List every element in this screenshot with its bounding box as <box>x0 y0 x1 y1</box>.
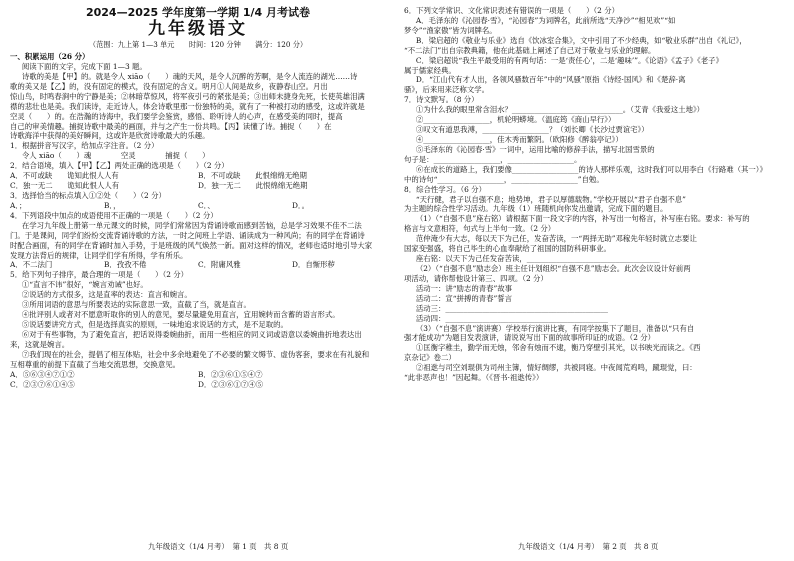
option-row <box>10 260 386 270</box>
text-line: A．毛泽东的《沁园春·雪》，“沁园春”为词牌名，此前所选“天净沙”“相见欢”“如 <box>415 15 676 25</box>
option-row <box>10 380 386 390</box>
text-line: 活动三：____________________________________________ <box>415 303 608 313</box>
text-line: “天行健，君子以自强不息；地势坤，君子以厚德载物。”学校开展以“君子自强不息” <box>415 194 686 204</box>
option: D．自惭形秽 <box>292 260 335 270</box>
option-row <box>10 370 386 380</box>
text-line: ②说话的方式很多，这是直率的表达：直言和婉言。 <box>21 290 192 300</box>
text-line: 活动四：____________________________________________ <box>415 313 608 323</box>
text-line: ①匡衡字稚圭，勤学而无烛，邻舍有烛而不逮，衡乃穿壁引其光，以书映光而读之。《西 <box>415 343 701 353</box>
text-line: D．“江山代有才人出，各领风骚数百年”中的“风骚”原指《诗经·国风》和《楚辞·离 <box>415 75 686 85</box>
option: C．、 <box>198 200 215 210</box>
right-column <box>404 6 780 383</box>
text-line: 属于儒家经典。 <box>404 65 456 75</box>
text-line: 4．下列语段中加点的成语使用不正确的一项是（ ）（2 分） <box>10 210 218 220</box>
text-line: ①为什么我的眼里常含泪水？______________________________。（艾青《我爱这土地》） <box>415 105 705 115</box>
text-line: 发现方法背后的规律，让同学们学有所得，学有所乐。 <box>10 250 188 260</box>
text-line: 座右铭：以天下为己任发奋苦读，____________________________________ <box>415 254 660 264</box>
text-line: “不二法门”出自宗教典籍，他在此基础上阐述了自己对于敬业与乐业的理解。 <box>404 45 656 55</box>
text-line: ②祖逖与司空刘琨俱为司州主簿，情好绸缪，共被同寝。中夜闻荒鸡鸣，蹴琨觉，曰： <box>415 363 697 373</box>
text-line: 项活动，请你帮他设计第三、四项。（2 分） <box>404 273 548 283</box>
option: D．独一无二 此恨绵绵无绝期 <box>198 181 308 191</box>
page-footer-right: 九年级语文（1/4 月考） 第 2 页 共 8 页 <box>518 542 659 551</box>
option: B．②③⑥①⑤④⑦ <box>198 369 263 379</box>
left-column <box>10 6 386 389</box>
text-line: 自己的审美情趣。捕捉诗歌中最美的画面，并与之产生一份共鸣。【丙】读懂了诗。捕捉（ ）在 <box>10 121 332 131</box>
text-line: 在学习九年级上册第一单元课文的时候，同学们常常因为背诵诗歌而感到苦恼，总是学习效果不佳不二法 <box>21 220 362 230</box>
text-line: ③叹文有道思我溥，__________________？（刘长卿《长沙过贾谊宅》） <box>415 125 649 135</box>
option: A．⑤⑥③④⑦①② <box>10 369 75 379</box>
option: B．孜孜不倦 <box>104 260 147 270</box>
exam-meta: （范围：九上第 1—3 单元 时间：120 分钟 满分：120 分） <box>88 40 308 50</box>
text-line: ①“直言不讳”很好，“婉言劝诫”也好。 <box>21 280 148 290</box>
text-line: 空灵（ ）的。在浩瀚的诗海中，我们要学会鉴赏，感悟、聆听诗人的心声，在感受美的同时，提高 <box>10 111 343 121</box>
option: C．独一无二 诡知此恨人人有 <box>10 181 120 191</box>
text-line: 6．下列文学常识、文化常识表述有错误的一项是（ ）（2 分） <box>404 6 619 15</box>
text-line: ④__________________，佳木秀而繁阴。（欧阳修《醉翁亭记》） <box>415 134 623 144</box>
text-line: 惊山鸟，时鸣春涧中的宁静是美；②林暗草惊风，将军夜引弓的紧张是美；③出师未捷身先死，长使英雄泪满 <box>10 91 365 101</box>
text-line: 5．给下列句子排序，最合理的一项是（ ）（2 分） <box>10 270 189 280</box>
text-line: （2）（“自强不息”励志会）班主任计划组织“自强不息”励志会。此次会议设计好前两 <box>415 263 691 273</box>
text-line: ③所用词语的意思与所要表达的实际意思一致，直截了当，就是直言。 <box>21 300 251 310</box>
text-line: 骚》，后来用来泛称文学。 <box>404 85 489 95</box>
text-line: 诗歌的美是【甲】的。就是令人 xiāo（ ）魂的天风，是令人沉醉的芳啊，是令人流连的湖光……诗 <box>21 71 358 81</box>
text-line: ⑤毛泽东的《沁园春·雪》一词中，运用比喻的修辞手法，描写北国雪景的 <box>415 144 655 154</box>
text-line: ⑥对于有些事物，为了避免直言，把话说得委婉曲折，而用一些相应的同义词或语意以委婉曲折地表达出 <box>21 329 362 339</box>
option: A．不可或缺 诡知此恨人人有 <box>10 171 119 181</box>
right-body <box>404 6 780 383</box>
text-line: 2．结合语境，填入【甲】【乙】两处正确的选项是（ ）（2 分） <box>10 161 229 171</box>
text-line: 为主题的综合性学习活动。九年级（1）班随机向你发出邀请，完成下面的题目。 <box>404 204 668 214</box>
text-line: 国家变强盛，将自己毕生的心血奉献给了祖国的国防科研事业。 <box>404 244 611 254</box>
option: B．不可或缺 此恨绵绵无绝期 <box>198 171 307 181</box>
left-body <box>10 52 386 389</box>
text-line: 8．综合性学习。（6 分） <box>404 184 486 194</box>
text-line: ②__________________，机轮明蟒境。（温庭筠《商山早行》） <box>415 115 616 125</box>
option-row <box>10 181 386 191</box>
text-line: 1．根据拼音写汉字，给加点字注音。（2 分） <box>10 141 159 151</box>
text-line: 襟的悲壮也是美。我们读诗，走近诗人，体会诗歌里那一份独特的美，就有了一种被打动的感受，这或许就是 <box>10 101 365 111</box>
text-line: “此非恶声也！”因起舞。（《晋书·祖逖传》） <box>404 373 544 383</box>
option: D．。 <box>292 200 310 210</box>
exam-title: 2024—2025 学年度第一学期 1/4 月考试卷 <box>85 6 311 19</box>
option: A．不二法门 <box>10 260 53 270</box>
option-row <box>10 201 386 211</box>
subject-title: 九年级语文 <box>148 19 248 40</box>
page-footer-left: 九年级语文（1/4 月考） 第 1 页 共 8 页 <box>148 542 289 551</box>
text-line: 中的诗句“__________________，__________________”自勉。 <box>404 174 604 184</box>
section-heading: 一、积累运用（26 分） <box>10 52 90 62</box>
option: C．②③⑦⑥①④⑤ <box>10 379 75 389</box>
text-line: 活动二：宣“拼搏的青春”誓言 <box>415 293 513 303</box>
text-line: 7．诗文默写。（8 分） <box>404 95 479 105</box>
text-line: （1）（“自强不息”座右铭）请根据下面一段文字的内容，补写出一句格言，补写座右铭。要求：补写的 <box>415 214 750 224</box>
text-line: 格言与文意相符，句式与上半句一致。（2 分） <box>404 224 556 234</box>
text-line: 令人 xiāo（ ）魂 空灵 捕捉（ ） <box>21 151 210 161</box>
text-line: C．梁启超说“我生平最受用的有两句话：一是‘责任心’，二是‘趣味’”。《论语》《孟子》《老子》 <box>415 55 723 65</box>
option: A．； <box>10 200 27 210</box>
text-line: B．梁启超的《敬业与乐业》选自《饮冰室合集》，文中引用了不少经典，如“敬业乐群”出自《礼记》， <box>415 35 747 45</box>
text-line: ④批评别人或者对不愿意听取你的别人的意见，要尽量避免用直言，宜用婉转而含蓄的语言形式。 <box>21 310 340 320</box>
text-line: 阅读下面的文字，完成下面 1—3 题。 <box>21 62 147 71</box>
text-line: ⑥在成长的道路上，我们要像__________________的诗人那样乐观，这时我们可以用李白《行路难（其一）》 <box>415 164 767 174</box>
text-line: 来，这就是婉言。 <box>10 339 70 349</box>
text-line: ⑦我们现在的社会，提倡了相互体贴，社会中多余地避免了不必要的繁文缛节、虚伪客套，要求在有礼貌和 <box>21 349 370 359</box>
option: C．附庸风雅 <box>198 260 241 270</box>
text-line: 3．选择恰当的标点填入①②处（ ）（2 分） <box>10 190 166 200</box>
text-line: 强才能成功”为题目发表演讲，请说说写出下面的故事所印证的成语。（2 分） <box>404 333 656 343</box>
text-line: ⑤说话要讲究方式，但是选择真实的原则，一味地追求说话的方式，是不足取的。 <box>21 319 288 329</box>
text-line: （3）（“自强不息”演讲赛）学校举行演讲比赛，有同学按集下了题目，准备以“只有自 <box>415 323 695 333</box>
option: B．， <box>104 200 121 210</box>
text-line: 歌的美又是【乙】的，没有固定的模式，没有固定的含义。明月①人间是故乡，夜静春山空。月出 <box>10 81 328 91</box>
text-line: 京杂记》卷二） <box>404 353 456 363</box>
option-row <box>10 171 386 181</box>
option: D．②③⑥①⑦④⑤ <box>198 379 264 389</box>
text-line: 范仲淹少有大志，每以天下为己任，发奋苦读，一“两择无助”邓稼先年轻时就立志要让 <box>415 234 697 244</box>
text-line: 句子是：__________________，__________________。 <box>404 154 582 164</box>
text-line: 活动一：讲“励志的青春”故事 <box>415 283 513 293</box>
text-line: 梦令”“渔家傲”皆为词牌名。 <box>404 25 497 35</box>
text-line: 诗歌海洋中获得的美好瞬间，这或许是欣赏诗歌最大的乐趣。 <box>10 131 210 141</box>
text-line: 时配合画面，有的同学在背诵时加入手势，于是班级的风气焕然一新。面对这样的情况，老师也适时地引导大家 <box>10 240 373 250</box>
text-line: 互相尊重的前提下直截了当地交流思想，交换意见。 <box>10 359 180 369</box>
text-line: 门。于是课间，同学们纷纷交流背诵诗歌的方法，一时之间班上学语、诵读成为一种风尚；有的同学在背诵诗 <box>10 230 365 240</box>
